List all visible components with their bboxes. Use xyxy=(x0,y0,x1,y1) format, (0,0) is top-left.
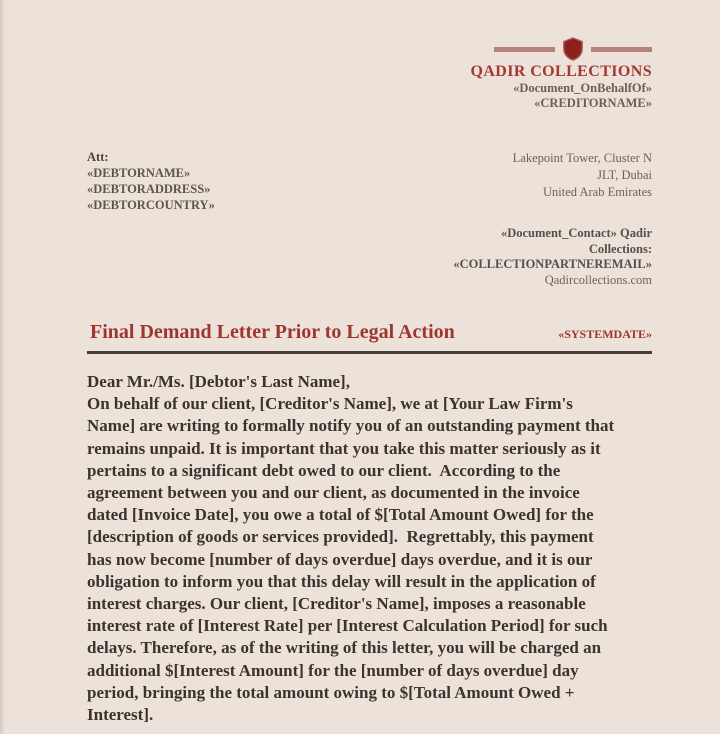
logo-right-bar xyxy=(591,47,652,52)
merge-field-debtor-address: «DEBTORADDRESS» xyxy=(87,182,211,196)
contact-line: «Document_Contact» Qadir xyxy=(500,226,652,240)
body-line: Dear Mr./Ms. [Debtor's Last Name], xyxy=(87,372,350,391)
letter-body xyxy=(87,371,652,726)
sender-address-block xyxy=(513,149,652,201)
body-line: obligation to inform you that this delay will result in the application of xyxy=(87,571,596,591)
brand-name: QADIR COLLECTIONS xyxy=(470,63,652,80)
merge-field-debtor-name: «DEBTORNAME» xyxy=(87,166,191,180)
page-title: Final Demand Letter Prior to Legal Action xyxy=(90,321,455,343)
letterhead xyxy=(87,36,652,111)
body-line: has now become [number of days overdue] days overdue, and it is our xyxy=(87,549,593,569)
body-line: dated [Invoice Date], you owe a total of $[Total Amount Owed] for the xyxy=(87,505,594,525)
sender-address-line: United Arab Emirates xyxy=(543,185,652,199)
body-line: [description of goods or services provided]. Regrettably, this payment xyxy=(87,527,594,547)
body-line: remains unpaid. It is important that you take this matter seriously as it xyxy=(87,438,601,458)
body-line: Name] are writing to formally notify you of an outstanding payment that xyxy=(87,416,615,436)
title-row xyxy=(87,321,652,344)
body-line: additional $[Interest Amount] for the [number of days overdue] day xyxy=(87,660,579,680)
logo-left-bar xyxy=(494,47,555,52)
merge-field-debtor-country: «DEBTORCOUNTRY» xyxy=(87,198,215,212)
att-label: Att: xyxy=(87,150,109,164)
body-line: On behalf of our client, [Creditor's Name], we at [Your Law Firm's xyxy=(87,394,573,414)
logo xyxy=(87,36,652,62)
website-text: Qadircollections.com xyxy=(544,272,652,287)
address-row xyxy=(87,149,652,213)
sender-address-line: JLT, Dubai xyxy=(597,168,652,182)
body-line: pertains to a significant debt owed to our client. According to the xyxy=(87,460,561,480)
body-line: period, bringing the total amount owing to $[Total Amount Owed + xyxy=(87,682,575,702)
contact-block xyxy=(87,226,652,288)
title-divider xyxy=(87,351,652,354)
page-left-edge-shade xyxy=(0,0,5,734)
sender-address-line: Lakepoint Tower, Cluster N xyxy=(512,151,652,165)
body-line: agreement between you and our client, as documented in the invoice xyxy=(87,483,580,503)
merge-field-creditor-name: «CREDITORNAME» xyxy=(534,96,652,110)
body-line: interest charges. Our client, [Creditor's Name], imposes a reasonable xyxy=(87,594,586,614)
merge-field-collection-partner-email: «COLLECTIONPARTNEREMAIL» xyxy=(453,257,652,271)
merge-field-system-date: «SYSTEMDATE» xyxy=(558,327,652,341)
body-line: interest rate of [Interest Rate] per [Interest Calculation Period] for such xyxy=(87,616,608,636)
recipient-block xyxy=(87,149,215,213)
shield-icon xyxy=(562,37,584,61)
merge-field-on-behalf-of: «Document_OnBehalfOf» xyxy=(513,81,652,95)
body-line: Interest]. xyxy=(87,705,154,725)
contact-line: Collections: xyxy=(588,241,652,256)
body-line: delays. Therefore, as of the writing of this letter, you will be charged an xyxy=(87,638,602,658)
